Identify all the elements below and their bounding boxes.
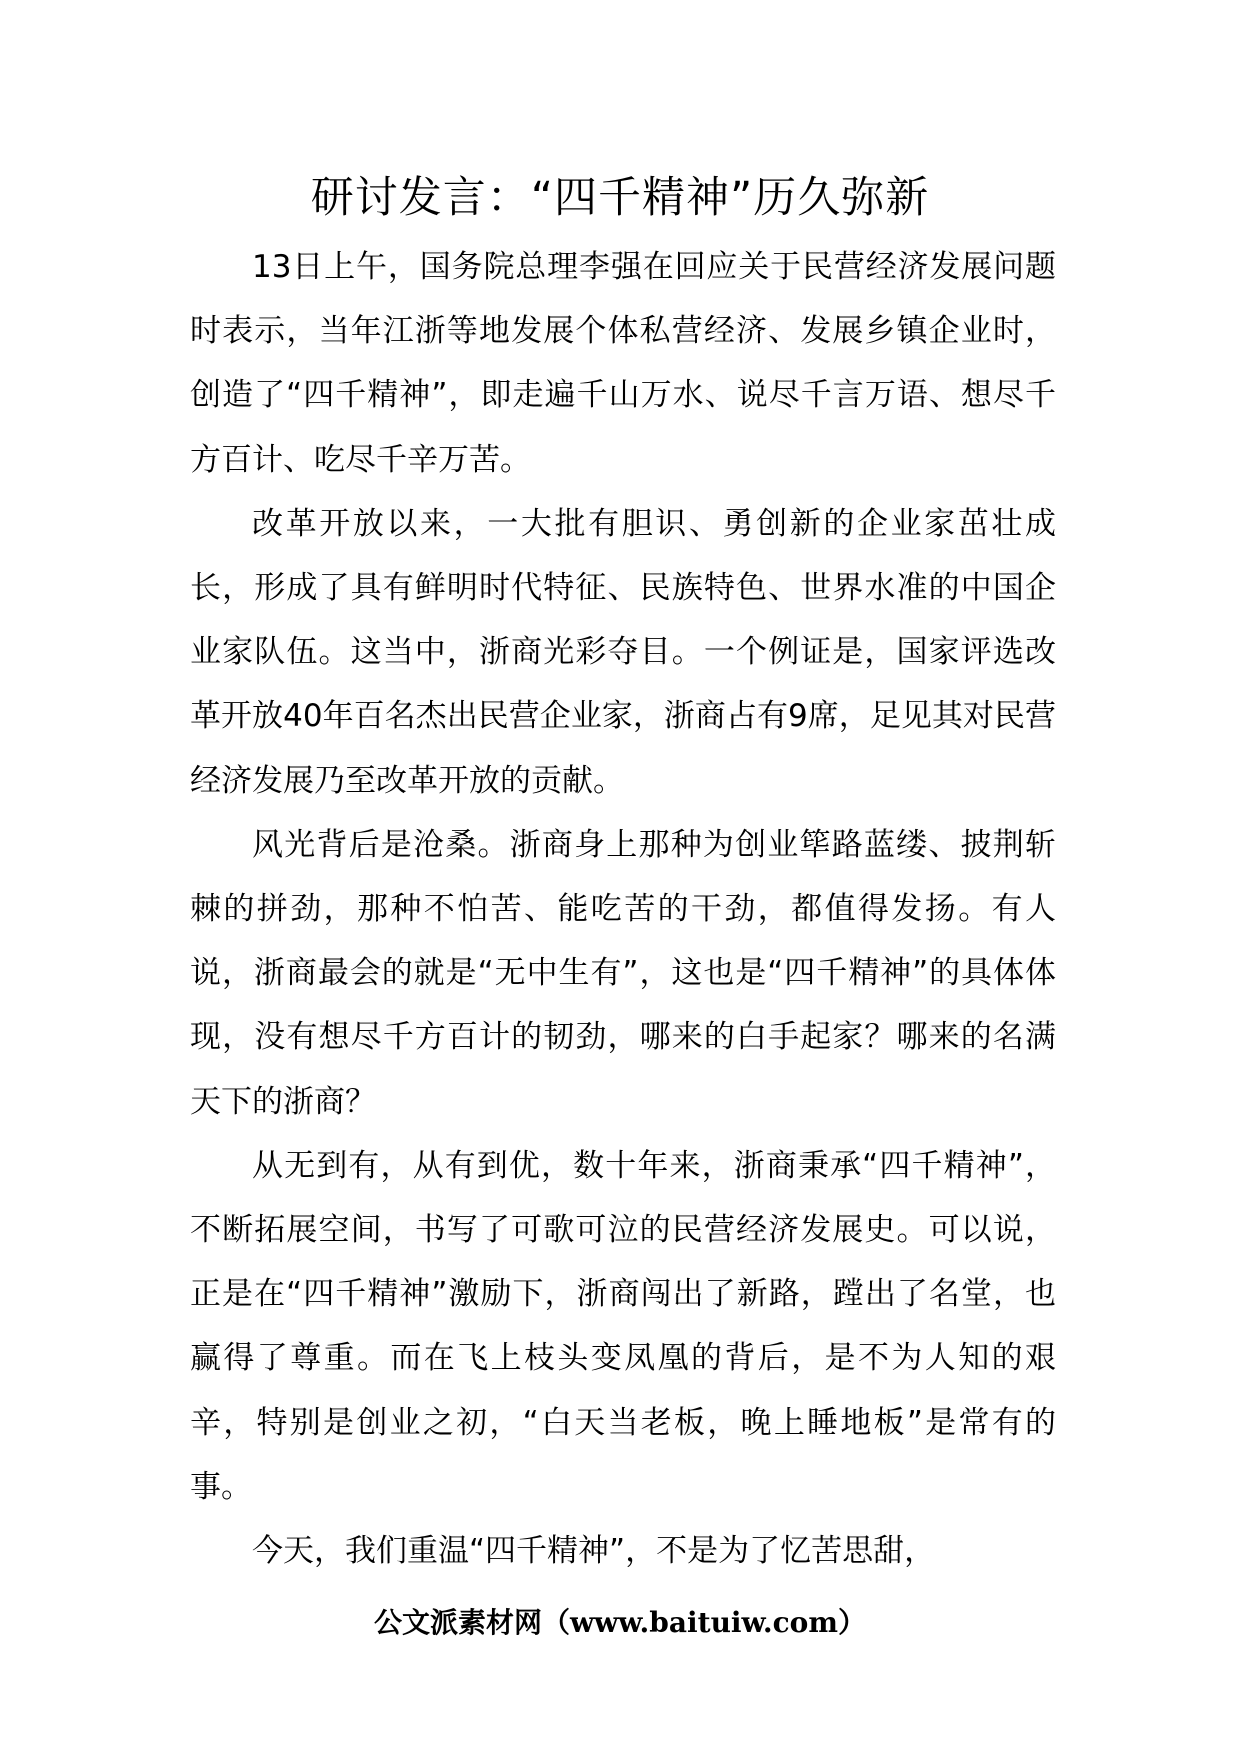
- document-title: 研讨发言：“四千精神”历久弥新: [310, 173, 930, 223]
- paragraph-2: 改革开放以来，一大批有胆识、勇创新的企业家茁壮成长，形成了具有鲜明时代特征、民族特色、世界水准的中国企业家队伍。这当中，浙商光彩夺目。一个例证是，国家评选改革开放40年百名杰出民营企业家，浙商占有9席，足见其对民营经济发展乃至改革开放的贡献。: [190, 505, 1056, 799]
- paragraph-4: 从无到有，从有到优，数十年来，浙商秉承“四千精神”，不断拓展空间，书写了可歌可泣的民营经济发展史。可以说，正是在“四千精神”激励下，浙商闯出了新路，蹚出了名堂，也赢得了尊重。而在飞上枝头变凤凰的背后，是不为人知的艰辛，特别是创业之初，“白天当老板，晚上睡地板”是常有的事。: [190, 1147, 1056, 1505]
- paragraph-1: 13日上午，国务院总理李强在回应关于民营经济发展问题时表示，当年江浙等地发展个体私营经济、发展乡镇企业时，创造了“四千精神”，即走遍千山万水、说尽千言万语、想尽千方百计、吃尽千辛万苦。: [190, 249, 1056, 478]
- paragraph-3: 风光背后是沧桑。浙商身上那种为创业筚路蓝缕、披荆斩棘的拼劲，那种不怕苦、能吃苦的干劲，都值得发扬。有人说，浙商最会的就是“无中生有”，这也是“四千精神”的具体体现，没有想尽千方百计的韧劲，哪来的白手起家？哪来的名满天下的浙商？: [190, 826, 1056, 1120]
- paragraph-5: 今天，我们重温“四千精神”，不是为了忆苦思甜，: [252, 1533, 936, 1570]
- document-body: [190, 235, 1056, 1583]
- footer-watermark: 公文派素材网（www.baituiw.com）: [374, 1606, 866, 1639]
